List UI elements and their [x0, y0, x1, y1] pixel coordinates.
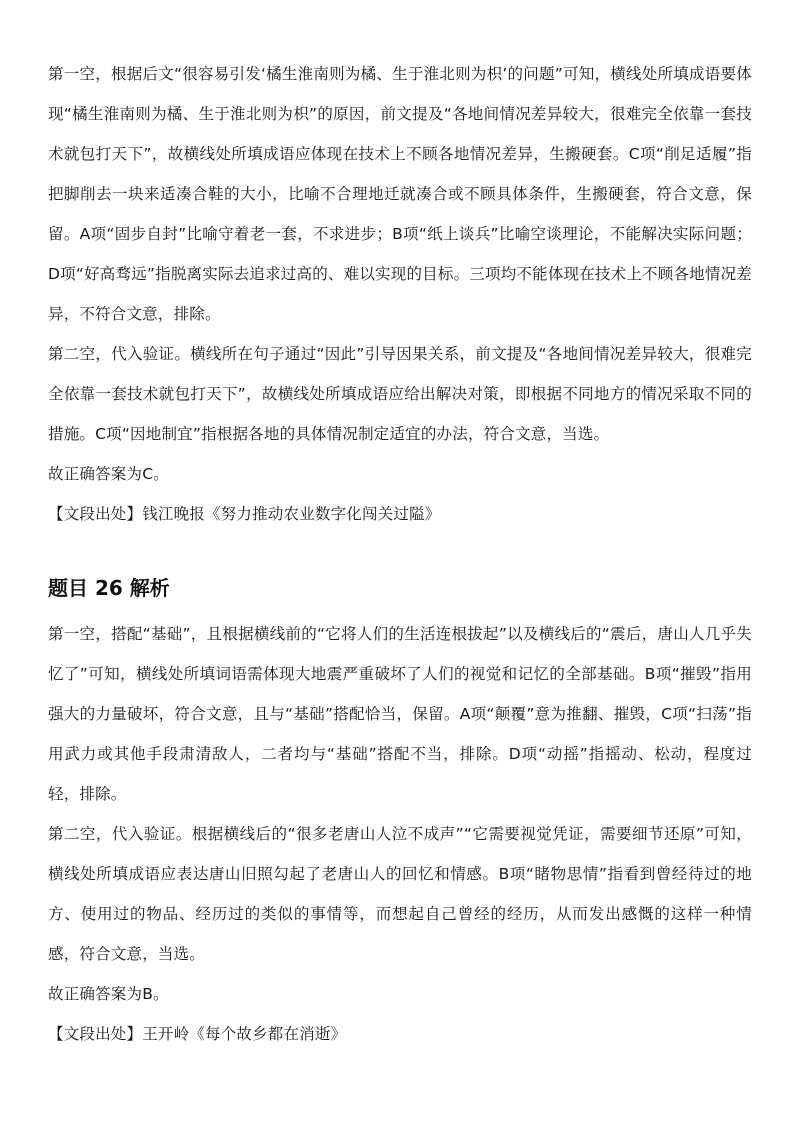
analysis-paragraph-blank2: 第二空，代入验证。横线所在句子通过“因此”引导因果关系，前文提及“各地间情况差异较大，很难完全依靠一套技术就包打天下”，故横线处所填成语应给出解决对策，即根据不同地方的情况采取不同的措施。C项“因地制宜”指根据各地的具体情况制定适宜的办法，符合文意，当选。: [48, 345, 752, 443]
analysis-paragraph-blank1: 第一空，搭配“基础”，且根据横线前的“它将人们的生活连根拔起”以及横线后的“震后，唐山人几乎失忆了”可知，横线处所填词语需体现大地震严重破坏了人们的视觉和记忆的全部基础。B项“摧毁”指用强大的力量破坏，符合文意，且与“基础”搭配恰当，保留。A项“颠覆”意为推翻、摧毁，C项“扫荡”指用武力或其他手段肃清敌人，二者均与“基础”搭配不当，排除。D项“动摇”指摇动、松动，程度过轻，排除。: [48, 625, 752, 803]
source-line: 【文段出处】王开岭《每个故乡都在消逝》: [48, 1025, 347, 1043]
analysis-paragraph-blank2: 第二空，代入验证。根据横线后的“很多老唐山人泣不成声”“它需要视觉凭证，需要细节还原”可知，横线处所填成语应表达唐山旧照勾起了老唐山人的回忆和情感。B项“睹物思情”指看到曾经待过的地方、使用过的物品、经历过的类似的事情等，而想起自己曾经的经历，从而发出感慨的这样一种情感，符合文意，当选。: [48, 825, 752, 963]
source-line: 【文段出处】钱江晚报《努力推动农业数字化闯关过隘》: [48, 505, 441, 523]
question-heading: 题目 26 解析: [48, 576, 170, 600]
answer-line: 故正确答案为B。: [48, 985, 169, 1003]
answer-line: 故正确答案为C。: [48, 465, 169, 483]
analysis-paragraph-blank1: 第一空，根据后文“很容易引发‘橘生淮南则为橘、生于淮北则为枳’的问题”可知，横线处所填成语要体现“橘生淮南则为橘、生于淮北则为枳”的原因，前文提及“各地间情况差异较大，很难完全依靠一套技术就包打天下”，故横线处所填成语应体现在技术上不顾各地情况差异，生搬硬套。C项“削足适履”指把脚削去一块来适凑合鞋的大小，比喻不合理地迁就凑合或不顾具体条件，生搬硬套，符合文意，保留。A项“固步自封”比喻守着老一套，不求进步；B项“纸上谈兵”比喻空谈理论，不能解决实际问题；D项“好高骛远”指脱离实际去追求过高的、难以实现的目标。三项均不能体现在技术上不顾各地情况差异，不符合文意，排除。: [48, 65, 752, 323]
